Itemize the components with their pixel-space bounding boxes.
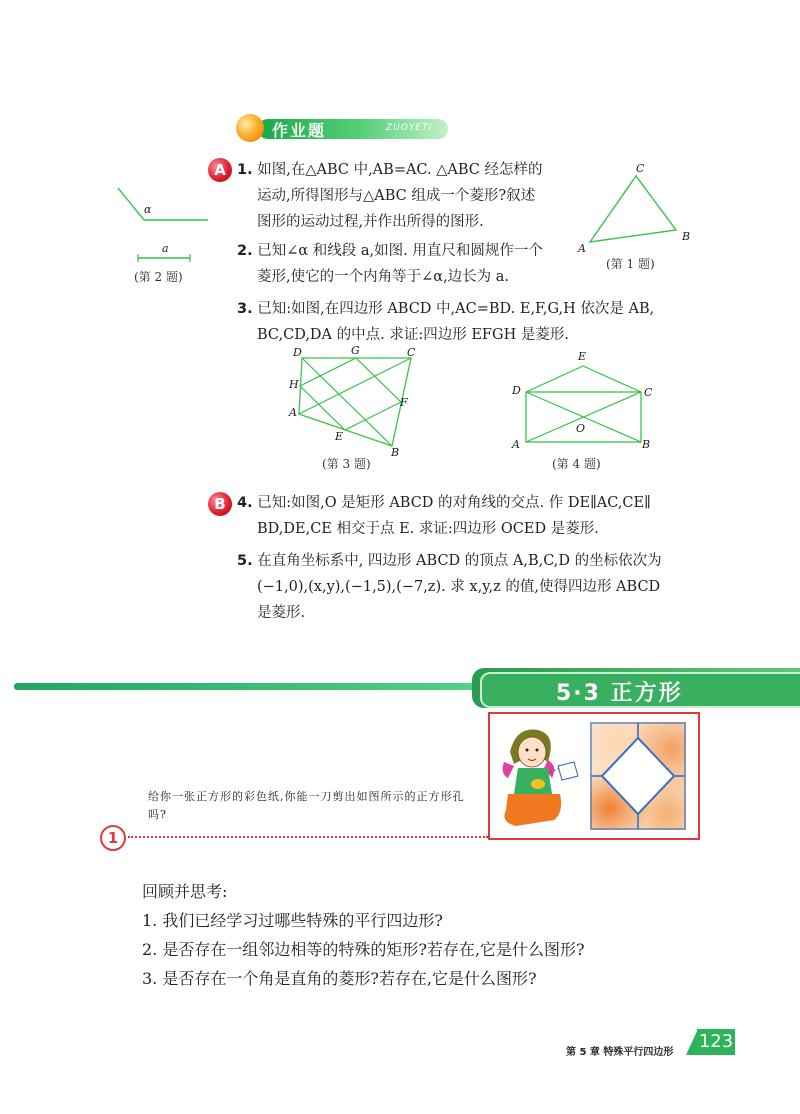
- fig4-label-e: E: [578, 350, 587, 363]
- fig3-label-d: D: [293, 346, 302, 359]
- review-item-3: 3. 是否存在一个角是直角的菱形?若存在,它是什么图形?: [142, 969, 537, 988]
- girl-ribbon-left: [503, 762, 514, 778]
- problem-1-line-2: 运动,所得图形与△ABC 组成一个菱形?叙述: [257, 188, 536, 204]
- girl-eye-right: [536, 749, 539, 752]
- diamond-hole: [602, 738, 674, 814]
- fig1-label-b: B: [682, 230, 691, 243]
- problem-2-line-2: 菱形,使它的一个内角等于∠α,边长为 a.: [257, 269, 510, 285]
- fig3-label-c: C: [407, 346, 416, 359]
- fig2-a-label: a: [162, 242, 169, 255]
- fig4-caption: (第 4 题): [552, 457, 601, 471]
- fig3-label-f: F: [400, 396, 408, 409]
- problem-5-number: 5.: [237, 553, 253, 569]
- problem-1-number: 1.: [237, 162, 253, 178]
- girl-scissors: [531, 779, 545, 789]
- problem-5-line-3: 是菱形.: [257, 605, 306, 621]
- homework-pinyin: ZUOYETI: [386, 123, 433, 133]
- problem-3-line-1: 已知:如图,在四边形 ABCD 中,AC=BD. E,F,G,H 依次是 AB,: [257, 301, 655, 317]
- fig3-label-b: B: [391, 446, 400, 459]
- figure-1: [572, 158, 702, 258]
- fig4-label-o: O: [576, 422, 586, 435]
- intro-marker: 1: [100, 825, 126, 851]
- girl-face: [518, 737, 546, 767]
- intro-question: 给你一张正方形的彩色纸,你能一刀剪出如图所示的正方形孔吗?: [148, 790, 465, 821]
- girl-pants: [504, 794, 561, 826]
- page-number: 123: [697, 1029, 735, 1055]
- problem-1-line-1: 如图,在△ABC 中,AB=AC. △ABC 经怎样的: [257, 162, 543, 178]
- problem-1-line-3: 图形的运动过程,并作出所得的图形.: [257, 214, 484, 230]
- fig1-triangle: [590, 176, 676, 242]
- problem-4-number: 4.: [237, 495, 253, 511]
- fig2-angle-ray-1: [118, 188, 144, 220]
- girl-illustration: [494, 722, 586, 832]
- level-b-badge: B: [208, 492, 232, 516]
- footer-chapter: 第 5 章 特殊平行四边形: [566, 1047, 674, 1058]
- homework-title: 作业题: [272, 121, 327, 140]
- fig3-diagonal-bd: [302, 358, 392, 446]
- fig4-segment-ce: [583, 366, 641, 392]
- fig2-alpha-label: α: [144, 203, 152, 216]
- fig3-caption: (第 3 题): [322, 457, 371, 471]
- review-item-2: 2. 是否存在一组邻边相等的特殊的矩形?若存在,它是什么图形?: [142, 940, 585, 959]
- problem-5: [237, 548, 707, 626]
- fig4-label-a: A: [512, 438, 520, 451]
- fig4-label-c: C: [644, 386, 653, 399]
- fig4-label-b: B: [642, 438, 651, 451]
- problem-2-number: 2.: [237, 243, 253, 259]
- fig1-label-a: A: [578, 242, 586, 255]
- problem-2: [237, 238, 587, 290]
- fig1-caption: (第 1 题): [606, 257, 655, 271]
- problem-4: [237, 490, 707, 542]
- homework-banner: [236, 114, 448, 142]
- square-hole-diagram: [590, 722, 686, 830]
- problem-5-line-1: 在直角坐标系中, 四边形 ABCD 的顶点 A,B,C,D 的坐标依次为: [257, 553, 662, 569]
- review-heading: 回顾并思考:: [142, 882, 228, 901]
- girl-paper: [558, 762, 578, 780]
- fig4-label-d: D: [512, 384, 521, 397]
- problem-5-line-2: (−1,0),(x,y),(−1,5),(−7,z). 求 x,y,z 的值,使得四边形 ABCD: [257, 579, 661, 595]
- fig3-label-g: G: [351, 344, 360, 357]
- review-item-1: 1. 我们已经学习过哪些特殊的平行四边形?: [142, 911, 443, 930]
- fig3-label-e: E: [335, 430, 344, 443]
- fig1-label-c: C: [636, 162, 645, 175]
- problem-3-number: 3.: [237, 301, 253, 317]
- dotted-line: [128, 836, 488, 838]
- section-title: 5·3 正方形: [556, 681, 683, 706]
- fig3-label-a: A: [289, 406, 297, 419]
- fig3-label-h: H: [289, 378, 299, 391]
- problem-1: [237, 157, 587, 235]
- problem-3: [237, 296, 707, 348]
- problem-4-line-1: 已知:如图,O 是矩形 ABCD 的对角线的交点. 作 DE∥AC,CE∥: [257, 495, 651, 511]
- section-divider-line: [14, 683, 484, 690]
- girl-eye-left: [526, 749, 529, 752]
- orange-ball-icon: [236, 114, 264, 142]
- fig4-segment-de: [526, 366, 583, 392]
- figure-3: [285, 344, 425, 460]
- problem-3-line-2: BC,CD,DA 的中点. 求证:四边形 EFGH 是菱形.: [257, 327, 569, 343]
- problem-2-line-1: 已知∠α 和线段 a,如图. 用直尺和圆规作一个: [257, 243, 543, 259]
- problem-4-line-2: BD,DE,CE 相交于点 E. 求证:四边形 OCED 是菱形.: [257, 521, 599, 537]
- fig2-caption: (第 2 题): [134, 270, 183, 284]
- level-a-badge: A: [208, 158, 232, 182]
- figure-4: [508, 346, 658, 454]
